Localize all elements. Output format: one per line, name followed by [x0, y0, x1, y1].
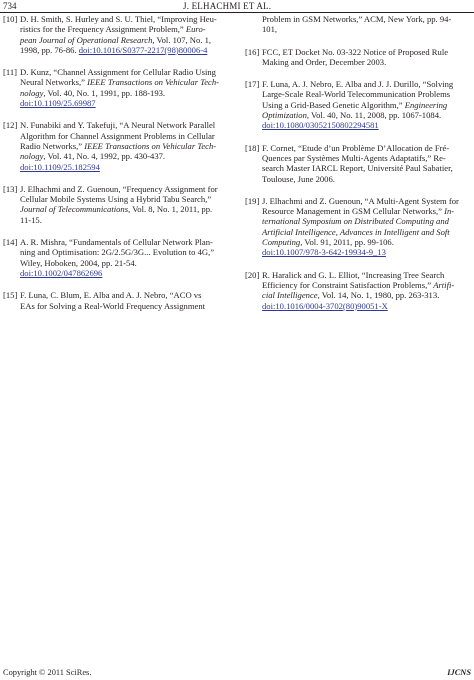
reference-line [262, 24, 474, 34]
reference-line [20, 131, 232, 141]
reference-segment: search Master IARCL Report, Université Paul Sabatier, [262, 163, 453, 174]
reference-text [262, 270, 474, 311]
reference-segment: , Vol. 40, No. 11, 2008, pp. 1067-1084. [306, 110, 442, 121]
reference-italic-text: ternational Symposium on Distributed Computing and [262, 216, 449, 227]
copyright: Copyright © 2011 SciRes. [3, 668, 92, 677]
reference-line [20, 151, 232, 161]
reference-line [262, 79, 474, 89]
reference-line [20, 268, 232, 278]
reference-line [262, 174, 474, 184]
reference-italic-text: Computing [262, 237, 301, 248]
reference-italic-text: cial Intelligence [262, 290, 318, 301]
reference-line [262, 247, 474, 257]
reference-italic-text: IEEE Transactions on Vehicular Tech- [84, 140, 217, 151]
reference-line [262, 301, 474, 311]
reference-segment: D. H. Smith, S. Hurley and S. U. Thiel, “Improving Heu- [20, 14, 217, 24]
reference-line [20, 35, 232, 45]
reference-number: [19] [245, 195, 260, 206]
reference-entry [242, 79, 474, 130]
reference-italic-text: nology [20, 151, 44, 162]
reference-segment: J. Elhachmi and Z. Guenoun, “A Multi-Agent System for [262, 195, 459, 206]
reference-entry [242, 14, 474, 35]
reference-segment: Toulouse, June 2006. [262, 173, 335, 184]
reference-line [262, 163, 474, 173]
page-footer [0, 668, 474, 680]
reference-italic-text: Optimization [262, 110, 307, 121]
reference-number: [18] [245, 142, 260, 153]
doi-link[interactable]: doi:10.1109/25.69987 [20, 98, 96, 109]
reference-line [262, 100, 474, 110]
reference-text [20, 184, 232, 225]
reference-line [262, 216, 474, 226]
reference-italic-text: pean Journal of Operational Research [20, 34, 153, 45]
reference-italic-text: Artifi- [433, 279, 455, 290]
reference-segment: ning and Optimisation: 2G/2.5G/3G... Evolution to 4G,” [20, 247, 215, 258]
doi-link[interactable]: doi:10.1080/03052150802294581 [262, 120, 379, 131]
reference-segment: Wiley, Hoboken, 2004, pp. 21-54. [20, 257, 137, 268]
reference-line [20, 77, 232, 87]
reference-line [262, 143, 474, 153]
reference-text [262, 143, 474, 184]
running-head: J. ELHACHMI ET AL. [183, 1, 272, 11]
reference-text [20, 120, 232, 171]
reference-text [262, 196, 474, 258]
reference-entry [0, 67, 232, 108]
reference-line [20, 215, 232, 225]
reference-line [20, 98, 232, 108]
reference-number: [15] [3, 290, 18, 301]
reference-italic-text: Journal of Telecommunications [20, 204, 129, 215]
reference-segment: ristics for the Frequency Assignment Problem,” [20, 24, 186, 35]
reference-segment: N. Funabiki and Y. Takefuji, “A Neural Network Parallel [20, 120, 216, 131]
reference-line [262, 120, 474, 130]
reference-entry [0, 14, 232, 55]
doi-link[interactable]: doi:10.1016/0004-3702(80)90051-X [262, 300, 388, 311]
reference-line [20, 88, 232, 98]
reference-segment: FCC, ET Docket No. 03-322 Notice of Proposed Rule [262, 46, 449, 57]
reference-number: [12] [3, 120, 18, 131]
reference-text [20, 290, 232, 311]
doi-link[interactable]: doi:10.1007/978-3-642-19934-9_13 [262, 247, 386, 258]
reference-entry [0, 290, 232, 311]
reference-entry [242, 196, 474, 258]
reference-text [262, 79, 474, 130]
reference-line [262, 110, 474, 120]
reference-segment: Resource Management in GSM Cellular Networks,” [262, 206, 445, 217]
reference-segment: Making and Order, December 2003. [262, 56, 387, 67]
reference-line [20, 184, 232, 194]
reference-segment: EAs for Solving a Real-World Frequency Assignment [20, 300, 205, 311]
reference-line [20, 258, 232, 268]
reference-segment: Using a Grid-Based Genetic Algorithm,” [262, 99, 405, 110]
reference-segment: , Vol. 41, No. 4, 1992, pp. 430-437. [43, 151, 166, 162]
reference-segment: F. Luna, C. Blum, E. Alba and A. J. Nebro, “ACO vs [20, 290, 202, 301]
reference-segment: 101, [262, 24, 278, 35]
reference-entry [0, 120, 232, 171]
page-header [0, 0, 474, 14]
reference-line [262, 89, 474, 99]
doi-link[interactable]: doi:10.1109/25.182594 [20, 161, 100, 172]
reference-number: [13] [3, 183, 18, 194]
reference-segment: , Vol. 14, No. 1, 1980, pp. 263-313. [317, 290, 440, 301]
doi-link[interactable]: doi:10.1002/047862696 [20, 267, 103, 278]
reference-segment: , Vol. 91, 2011, pp. 99-106. [300, 237, 394, 248]
reference-line [20, 247, 232, 257]
reference-line [262, 206, 474, 216]
reference-number: [10] [3, 14, 18, 24]
reference-segment: , Vol. 8, No. 1, 2011, pp. [128, 204, 213, 215]
reference-segment: Cellular Mobile Systems Using a Hybrid Tabu Search,” [20, 194, 212, 205]
references-right-column [242, 14, 474, 323]
reference-line [20, 45, 232, 55]
reference-segment: Neural Networks,” [20, 77, 88, 88]
reference-line [262, 280, 474, 290]
reference-entry [242, 143, 474, 184]
reference-entry [242, 47, 474, 68]
reference-line [20, 141, 232, 151]
reference-line [20, 14, 232, 24]
reference-italic-text: Artificial Intelligence, Advances in Intelligent and Soft [262, 226, 450, 237]
reference-line [20, 301, 232, 311]
reference-segment: , Vol. 107, No. 1, [152, 34, 212, 45]
reference-text [20, 14, 232, 55]
reference-line [262, 270, 474, 280]
reference-segment: J. Elhachmi and Z. Guenoun, “Frequency Assignment for [20, 183, 218, 194]
reference-italic-text: Engineering [404, 99, 448, 110]
reference-segment: Algorithm for Channel Assignment Problems in Cellular [20, 130, 215, 141]
page-number: 734 [3, 1, 17, 11]
reference-segment: F. Luna, A. J. Nebro, E. Alba and J. J. Durillo, “Solving [262, 79, 454, 90]
reference-italic-text: In- [444, 206, 455, 217]
reference-number: [14] [3, 237, 18, 248]
header-rule [0, 12, 474, 13]
reference-text [262, 47, 474, 68]
reference-line [262, 237, 474, 247]
reference-number: [20] [245, 269, 260, 280]
reference-line [262, 290, 474, 300]
reference-entry [242, 270, 474, 311]
reference-line [262, 227, 474, 237]
reference-entry [0, 237, 232, 278]
doi-link[interactable]: doi:10.1016/S0377-2217(98)80006-4 [78, 44, 208, 55]
reference-text [20, 67, 232, 108]
reference-line [20, 67, 232, 77]
reference-segment: 11-15. [20, 214, 42, 225]
reference-italic-text: IEEE Transactions on Vehicular Tech- [87, 77, 219, 88]
reference-segment: D. Kunz, “Channel Assignment for Cellular Radio Using [20, 67, 216, 78]
reference-line [20, 194, 232, 204]
reference-line [262, 57, 474, 67]
reference-line [262, 153, 474, 163]
journal-abbrev: IJCNS [447, 668, 471, 677]
reference-text [262, 14, 474, 35]
references-left-column [0, 14, 232, 323]
reference-line [20, 120, 232, 130]
reference-segment: F. Cornet, “Etude d’un Problème D’Allocation de Fré- [262, 142, 450, 153]
reference-italic-text: nology [20, 87, 44, 98]
reference-line [20, 290, 232, 300]
reference-number: [17] [245, 79, 260, 90]
reference-line [20, 237, 232, 247]
reference-number: [16] [245, 46, 260, 57]
reference-segment: Quences par Systèmes Multi-Agents Adaptatifs,” Re- [262, 152, 446, 163]
reference-segment: 1998, pp. 76-86. [20, 44, 79, 55]
reference-segment: R. Haralick and G. L. Elliot, “Increasing Tree Search [262, 269, 445, 280]
reference-segment: , Vol. 40, No. 1, 1991, pp. 188-193. [43, 87, 166, 98]
reference-entry [0, 184, 232, 225]
reference-segment: Efficiency for Constraint Satisfaction Problems,” [262, 279, 434, 290]
reference-text [20, 237, 232, 278]
reference-line [262, 14, 474, 24]
reference-line [20, 24, 232, 34]
reference-segment: A. R. Mishra, “Fundamentals of Cellular Network Plan- [20, 237, 213, 248]
reference-line [262, 47, 474, 57]
reference-line [262, 196, 474, 206]
reference-line [20, 162, 232, 172]
reference-number: [11] [3, 67, 17, 78]
reference-italic-text: Euro- [185, 24, 206, 35]
reference-line [20, 204, 232, 214]
reference-segment: Problem in GSM Networks,” ACM, New York, pp. 94- [262, 14, 452, 24]
reference-segment: Radio Networks,” [20, 140, 85, 151]
reference-segment: Large-Scale Real-World Telecommunication Problems [262, 89, 451, 100]
